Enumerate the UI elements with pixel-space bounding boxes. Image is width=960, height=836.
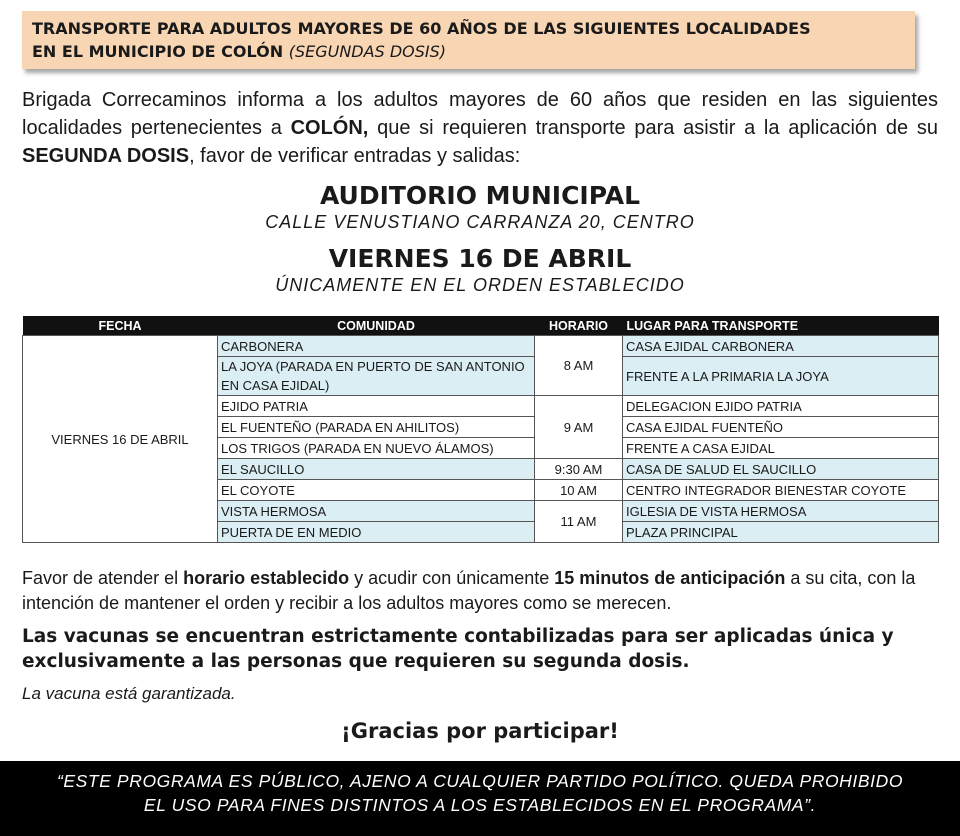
banner-title-line-1: TRANSPORTE PARA ADULTOS MAYORES DE 60 AÑOS DE LAS SIGUIENTES LOCALIDADES <box>32 19 811 38</box>
instructions-bold-minutos: 15 minutos de anticipación <box>554 568 786 588</box>
footer-line-1: “ESTE PROGRAMA ES PÚBLICO, AJENO A CUALQUIER PARTIDO POLÍTICO. QUEDA PROHIBIDO <box>56 771 904 791</box>
horario-cell: 10 AM <box>535 480 623 501</box>
lugar-cell: PLAZA PRINCIPAL <box>623 522 939 543</box>
comunidad-cell: LA JOYA (PARADA EN PUERTO DE SAN ANTONIO EN CASA EJIDAL) <box>218 357 535 396</box>
intro-text-2: que si requieren transporte para asistir a la aplicación de su <box>368 117 938 139</box>
horario-cell: 11 AM <box>535 501 623 543</box>
lugar-cell: DELEGACION EJIDO PATRIA <box>623 396 939 417</box>
col-header-lugar: LUGAR PARA TRANSPORTE <box>623 316 939 336</box>
col-header-comunidad: COMUNIDAD <box>218 316 535 336</box>
intro-paragraph <box>22 86 938 170</box>
instructions-text-3: a su cita, con la intención de mantener el orden y recibir a los adultos mayores como se merecen. <box>22 568 916 613</box>
footer-line-2: EL USO PARA FINES DISTINTOS A LOS ESTABLECIDOS EN EL PROGRAMA”. <box>143 795 817 815</box>
banner-title-municipio: EN EL MUNICIPIO DE COLÓN <box>32 42 284 61</box>
schedule-instructions <box>22 566 938 616</box>
schedule-table <box>22 316 939 543</box>
event-date: VIERNES 16 DE ABRIL <box>328 244 632 273</box>
comunidad-cell: CARBONERA <box>218 336 535 357</box>
comunidad-cell: EL FUENTEÑO (PARADA EN AHILITOS) <box>218 417 535 438</box>
fecha-cell: VIERNES 16 DE ABRIL <box>23 336 218 543</box>
horario-cell: 8 AM <box>535 336 623 396</box>
col-header-fecha: FECHA <box>23 316 218 336</box>
intro-dose: SEGUNDA DOSIS <box>22 145 190 167</box>
lugar-cell: IGLESIA DE VISTA HERMOSA <box>623 501 939 522</box>
comunidad-cell: PUERTA DE EN MEDIO <box>218 522 535 543</box>
lugar-cell: CASA EJIDAL CARBONERA <box>623 336 939 357</box>
comunidad-cell: VISTA HERMOSA <box>218 501 535 522</box>
table-header-row <box>23 316 939 336</box>
horario-cell: 9 AM <box>535 396 623 459</box>
comunidad-cell: EL SAUCILLO <box>218 459 535 480</box>
vaccine-guarantee: La vacuna está garantizada. <box>22 684 236 703</box>
thanks-message: ¡Gracias por participar! <box>341 719 619 743</box>
intro-text-1: Brigada Correcaminos informa a los adultos mayores de 60 años que residen en las siguientes localidades pertenecientes a <box>22 89 938 139</box>
instructions-text-2: y acudir con únicamente <box>349 568 555 588</box>
table-row <box>23 336 939 357</box>
venue-name: AUDITORIO MUNICIPAL <box>319 181 641 210</box>
lugar-cell: CASA EJIDAL FUENTEÑO <box>623 417 939 438</box>
venue-address: CALLE VENUSTIANO CARRANZA 20, CENTRO <box>265 212 695 232</box>
comunidad-cell: EJIDO PATRIA <box>218 396 535 417</box>
banner-title-note: (SEGUNDAS DOSIS) <box>288 42 446 61</box>
comunidad-cell: LOS TRIGOS (PARADA EN NUEVO ÁLAMOS) <box>218 438 535 459</box>
lugar-cell: FRENTE A CASA EJIDAL <box>623 438 939 459</box>
intro-place: COLÓN, <box>290 117 369 139</box>
instructions-bold-horario: horario establecido <box>183 568 350 588</box>
intro-text-3: , favor de verificar entradas y salidas: <box>189 145 521 167</box>
comunidad-cell: EL COYOTE <box>218 480 535 501</box>
instructions-text-1: Favor de atender el <box>22 568 184 588</box>
lugar-cell: CENTRO INTEGRADOR BIENESTAR COYOTE <box>623 480 939 501</box>
col-header-horario: HORARIO <box>535 316 623 336</box>
banner-title-line-2 <box>32 42 446 61</box>
horario-cell: 9:30 AM <box>535 459 623 480</box>
lugar-cell: CASA DE SALUD EL SAUCILLO <box>623 459 939 480</box>
title-banner <box>22 11 915 69</box>
vaccine-notice: Las vacunas se encuentran estrictamente contabilizadas para ser aplicadas única y exclusivamente a las personas que requieren su segunda dosis. <box>22 626 894 672</box>
lugar-cell: FRENTE A LA PRIMARIA LA JOYA <box>623 357 939 396</box>
event-order-note: ÚNICAMENTE EN EL ORDEN ESTABLECIDO <box>275 275 685 295</box>
legal-footer <box>0 761 960 836</box>
